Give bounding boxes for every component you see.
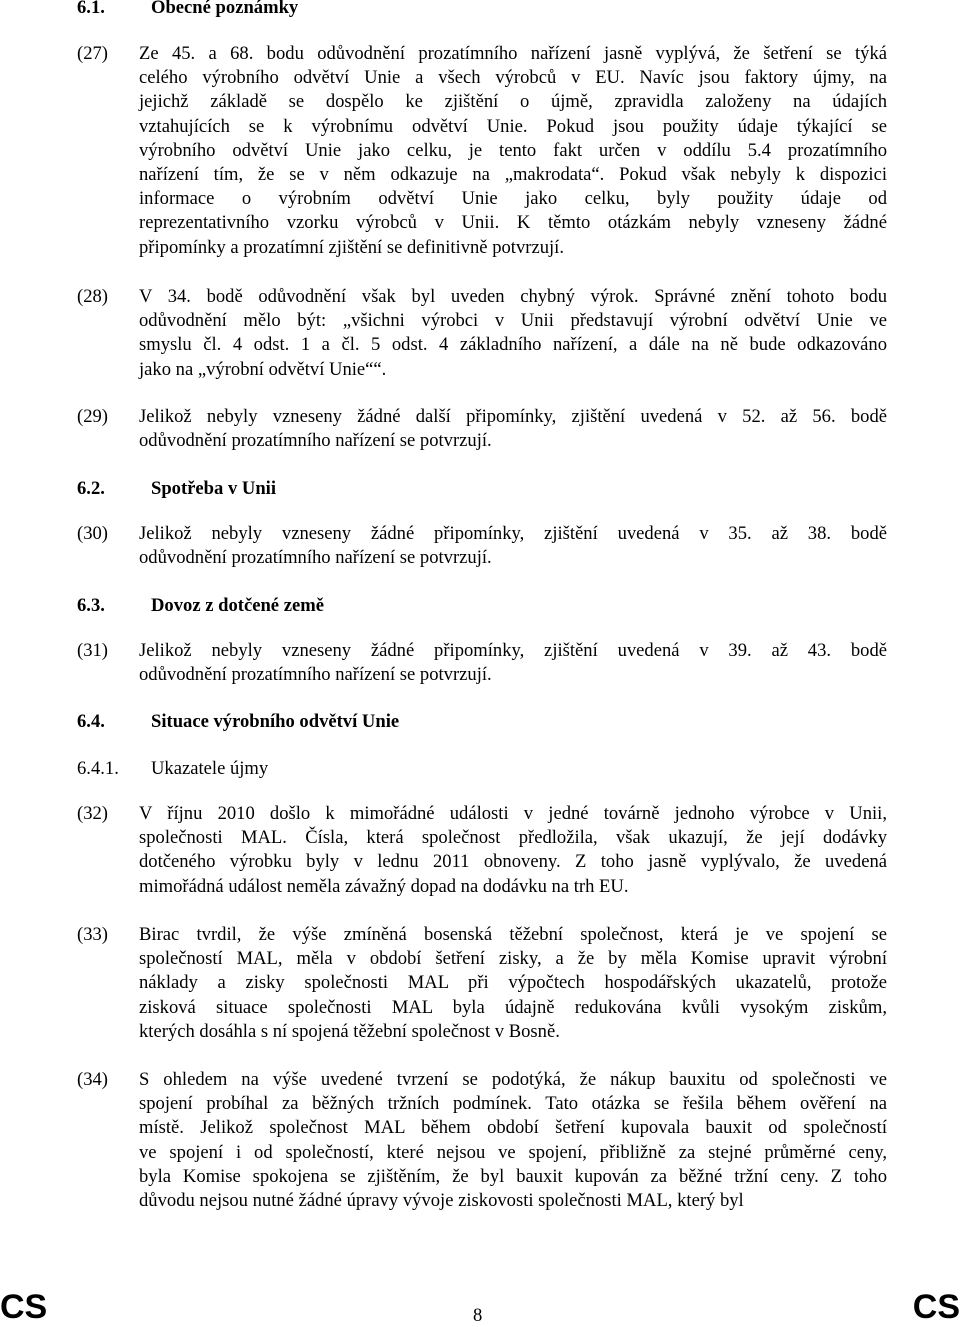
paragraph-number: (29) — [77, 406, 108, 427]
paragraph-text — [139, 639, 887, 687]
section-heading — [77, 477, 276, 501]
text-line: společnosti MAL. Čísla, která společnost předložila, však ukazují, že její dodávky — [139, 827, 887, 849]
text-line: Ze 45. a 68. bodu odůvodnění prozatímního nařízení jasně vyplývá, že šetření se týká — [139, 43, 887, 64]
text-line: odůvodnění prozatímního nařízení se potvrzují. — [139, 664, 492, 686]
text-line: Birac tvrdil, že výše zmíněná bosenská těžební společnost, která je ve spojení se — [139, 924, 887, 945]
paragraph-28 — [77, 285, 887, 382]
text-line: informace o výrobním odvětví Unie jako celku, byly použity údaje od — [139, 188, 887, 210]
text-line: kterých dosáhla s ní spojená těžební společnost v Bosně. — [139, 1020, 560, 1042]
text-line: náklady a zisky společnosti MAL při výpočtech hospodářských ukazatelů, protože — [139, 972, 887, 994]
paragraph-text — [139, 802, 887, 899]
section-heading — [77, 0, 298, 20]
paragraph-text — [139, 405, 887, 453]
text-line: připomínky a prozatímní zjištění se definitivně potvrzují. — [139, 236, 564, 258]
text-line: důvodu nejsou nutné žádné úpravy vývoje ziskovosti společnosti MAL, který byl — [139, 1189, 744, 1211]
text-line: jako na „výrobní odvětví Unie““. — [139, 358, 387, 380]
paragraph-27 — [77, 42, 887, 260]
text-line: celého výrobního odvětví Unie a všech výrobců v EU. Navíc jsou faktory újmy, na — [139, 67, 887, 89]
section-title: Dovoz z dotčené země — [151, 595, 324, 616]
section-number: 6.3. — [77, 595, 105, 616]
subsection-title: Ukazatele újmy — [151, 758, 269, 779]
text-line: vztahujících se k výrobnímu odvětví Unie. Pokud jsou použity údaje týkající se — [139, 115, 887, 137]
text-line: ve spojení i od společností, které nejsou ve spojení, přibližně za stejné průměrné ceny, — [139, 1141, 887, 1163]
paragraph-text — [139, 1068, 887, 1213]
paragraph-number: (28) — [77, 286, 108, 307]
paragraph-33 — [77, 923, 887, 1044]
paragraph-text — [139, 923, 887, 1044]
text-line: V říjnu 2010 došlo k mimořádné události v jedné továrně jednoho výrobce v Unii, — [139, 803, 887, 824]
text-line: odůvodnění prozatímního nařízení se potvrzují. — [139, 547, 492, 569]
paragraph-31 — [77, 639, 887, 687]
paragraph-number: (33) — [77, 924, 108, 945]
section-heading — [77, 710, 399, 734]
text-line: mimořádná událost neměla závažný dopad na dodávku na trh EU. — [139, 875, 629, 897]
page-number: 8 — [473, 1305, 483, 1326]
paragraph-number: (32) — [77, 803, 108, 824]
text-line: Jelikož nebyly vzneseny žádné připomínky, zjištění uvedená v 35. až 38. bodě — [139, 523, 887, 544]
subsection-heading — [77, 757, 268, 781]
text-line: společností MAL, měla v období šetření zisky, a že by měla Komise upravit výrobní — [139, 948, 887, 970]
text-line: jejichž základě se dospělo ke zjištění o újmě, zpravidla založeny na údajích — [139, 91, 887, 113]
text-line: S ohledem na výše uvedené tvrzení se podotýká, že nákup bauxitu od společnosti ve — [139, 1069, 887, 1090]
text-line: nařízení tím, že se v něm odkazuje na „makrodata“. Pokud však nebyly k dispozici — [139, 163, 887, 185]
text-line: zisková situace společnosti MAL byla údajně redukována kvůli vysokým ziskům, — [139, 996, 887, 1018]
paragraph-text — [139, 42, 887, 260]
text-line: výrobního odvětví Unie jako celku, je tento fakt určen v oddílu 5.4 prozatímního — [139, 139, 887, 161]
paragraph-34 — [77, 1068, 887, 1213]
paragraph-number: (34) — [77, 1069, 108, 1090]
text-line: byla Komise spokojena se zjištěním, že byl bauxit kupován za běžné tržní ceny. Z toho — [139, 1165, 887, 1187]
section-title: Spotřeba v Unii — [151, 478, 277, 499]
text-line: smyslu čl. 4 odst. 1 a čl. 5 odst. 4 základního nařízení, a dále na ně bude odkazováno — [139, 334, 887, 356]
section-number: 6.4. — [77, 711, 105, 732]
text-line: odůvodnění prozatímního nařízení se potvrzují. — [139, 430, 492, 452]
paragraph-number: (31) — [77, 640, 108, 661]
section-number: 6.2. — [77, 478, 105, 499]
text-line: Jelikož nebyly vzneseny žádné další připomínky, zjištění uvedená v 52. až 56. bodě — [139, 406, 887, 427]
section-number: 6.1. — [77, 0, 105, 18]
footer-language-left: CS — [0, 1288, 48, 1326]
text-line: reprezentativního vzorku výrobců v Unii. K těmto otázkám nebyly vzneseny žádné — [139, 212, 887, 234]
section-heading — [77, 594, 324, 618]
paragraph-text — [139, 285, 887, 382]
text-line: spojení probíhal za běžných tržních podmínek. Tato otázka se řešila během ověření na — [139, 1093, 887, 1115]
text-line: odůvodnění mělo být: „všichni výrobci v Unii představují výrobní odvětví Unie ve — [139, 310, 887, 332]
paragraph-number: (30) — [77, 523, 108, 544]
footer-language-right: CS — [912, 1288, 960, 1326]
text-line: V 34. bodě odůvodnění však byl uveden chybný výrok. Správné znění tohoto bodu — [139, 286, 887, 307]
section-title: Situace výrobního odvětví Unie — [151, 711, 400, 732]
paragraph-text — [139, 522, 887, 570]
subsection-number: 6.4.1. — [77, 758, 119, 779]
text-line: místě. Jelikož společnost MAL během období šetření kupovala bauxit od společností — [139, 1117, 887, 1139]
paragraph-number: (27) — [77, 43, 108, 64]
paragraph-30 — [77, 522, 887, 570]
paragraph-32 — [77, 802, 887, 899]
text-line: dotčeného výrobku byly v lednu 2011 obnoveny. Z toho jasně vyplývalo, že uvedená — [139, 851, 887, 873]
paragraph-29 — [77, 405, 887, 453]
text-line: Jelikož nebyly vzneseny žádné připomínky, zjištění uvedená v 39. až 43. bodě — [139, 640, 887, 661]
section-title: Obecné poznámky — [151, 0, 299, 18]
